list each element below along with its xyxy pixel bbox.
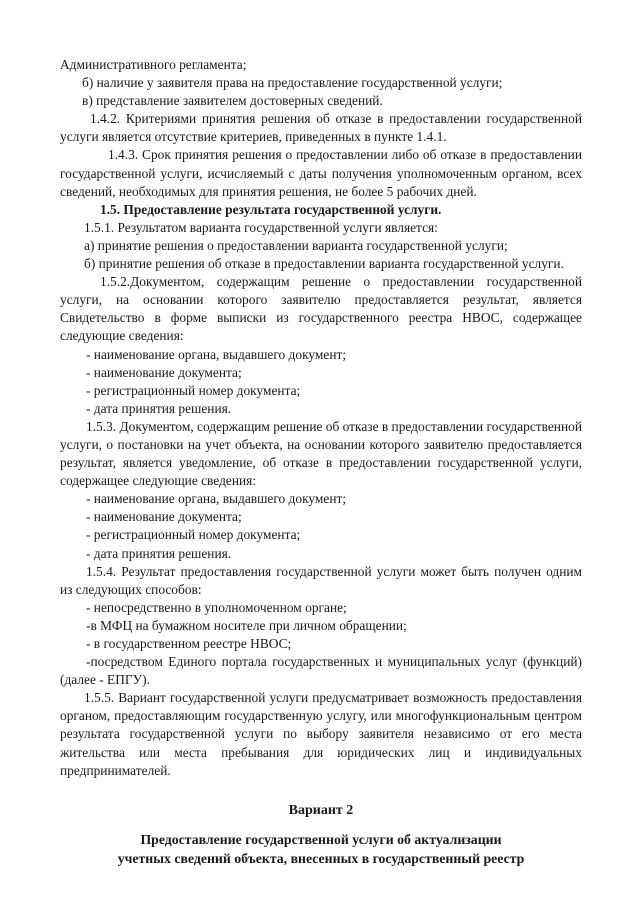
paragraph-p9: б) принятие решения об отказе в предоставлении варианта государственной услуги. [84,256,564,272]
variant-title: Вариант 2 [288,802,354,818]
paragraph-p5: 1.4.3. Срок принятия решения о предоставлении либо об отказе в предоставлении государственной услуги, исчисляемый с даты получения уполномоченным органом, всех сведений, необходимых для принятия решения, не более 5 рабочих дней. [60,147,582,199]
paragraph-p25: 1.5.5. Вариант государственной услуги предусматривает возможность предоставления органом, предоставляющим государственную услугу, или многофункциональным центром результата государственной услуги по выбору заявителя независимо от его места жительства или места пребывания для юридических лиц и индивидуальных предпринимателей. [60,690,582,778]
variant-subtitle-line-2: учетных сведений объекта, внесенных в государственный реестр [117,850,525,866]
paragraph-p3: в) представление заявителем достоверных сведений. [82,93,383,109]
variant-subtitle-line-1: Предоставление государственной услуги об актуализации [140,831,502,847]
paragraph-p2: б) наличие у заявителя права на предоставление государственной услуги; [82,75,503,91]
paragraph-p7: 1.5.1. Результатом варианта государственной услуги является: [84,219,438,235]
paragraph-p13: - регистрационный номер документа; [86,382,301,398]
paragraph-p14: - дата принятия решения. [86,400,232,416]
paragraph-p12: - наименование документа; [86,364,242,380]
paragraph-p10: 1.5.2.Документом, содержащим решение о предоставлении государственной услуги, на основании которого заявителю предоставляется результат, является Свидетельство в форме выписки из государственного реестра НВОС, содержащее следующие сведения: [60,274,582,344]
paragraph-p8: а) принятие решения о предоставлении варианта государственной услуги; [84,237,508,253]
paragraph-p19: - дата принятия решения. [86,545,232,561]
paragraph-p1: Административного регламента; [60,57,247,72]
paragraph-p22: -в МФЦ на бумажном носителе при личном обращении; [86,617,407,633]
paragraph-p23: - в государственном реестре НВОС; [86,636,292,651]
paragraph-p17: - наименование документа; [86,509,242,525]
paragraph-p21: - непосредственно в уполномоченном органе; [86,599,347,615]
paragraph-p15: 1.5.3. Документом, содержащим решение об отказе в предоставлении государственной услуги, о постановки на учет объекта, на основании которого заявителю предоставляется результат, является уведомление, об отказе в предоставлении государственной услуги, содержащее следующие сведения: [60,418,582,489]
paragraph-p4: 1.4.2. Критериями принятия решения об отказе в предоставлении государственной услуги является отсутствие критериев, приведенных в пункте 1.4.1. [60,111,582,145]
paragraph-p20: 1.5.4. Результат предоставления государственной услуги может быть получен одним из следующих способов: [60,563,582,597]
paragraph-p6: 1.5. Предоставление результата государственной услуги. [100,201,442,217]
paragraph-p24: -посредством Единого портала государственных и муниципальных услуг (функций) (далее - ЕПГУ). [60,654,582,688]
paragraph-p18: - регистрационный номер документа; [86,527,301,543]
document-body [60,56,582,780]
paragraph-p16: - наименование органа, выдавшего документ; [86,491,347,507]
paragraph-p11: - наименование органа, выдавшего документ; [86,346,347,362]
